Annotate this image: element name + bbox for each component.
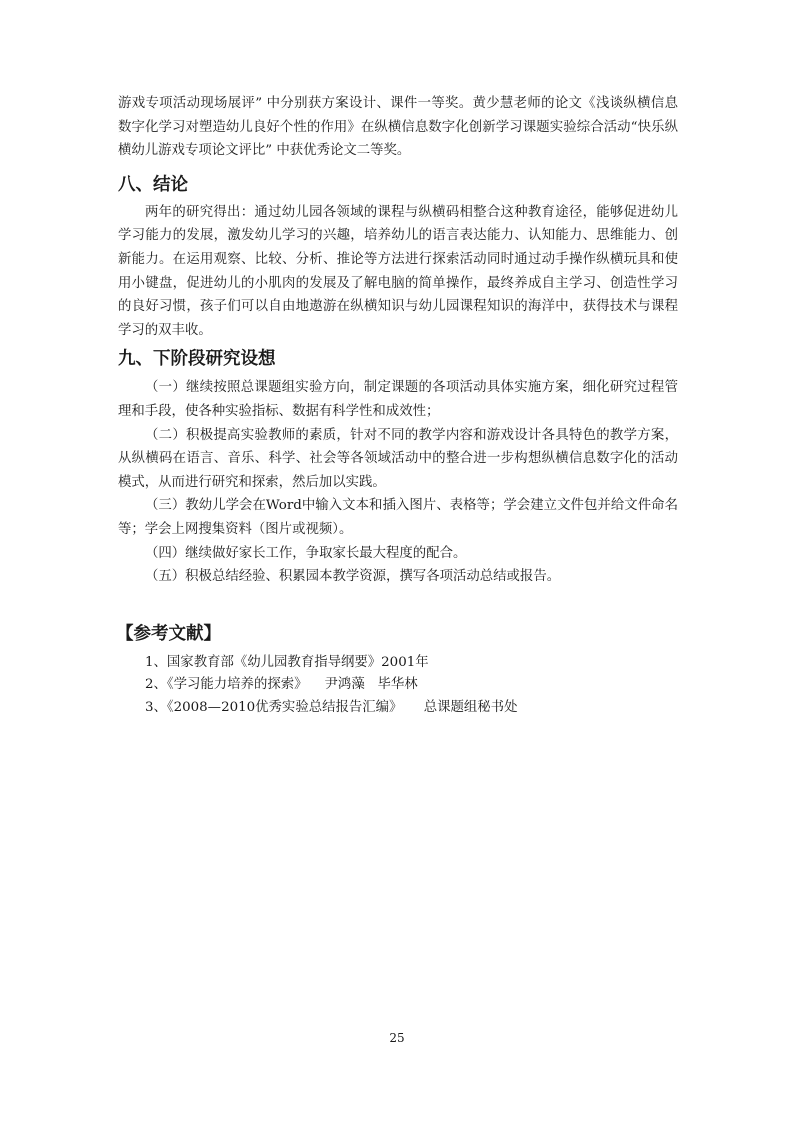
section-9-heading: 九、下阶段研究设想 [118, 349, 276, 370]
references-list [118, 652, 678, 720]
section-9-item-1: （一）继续按照总课题组实验方向，制定课题的各项活动具体实施方案，细化研究过程管理和手段，使各种实验指标、数据有科学性和成效性； [118, 380, 678, 419]
section-9-item-5: （五）积极总结经验、积累园本教学资源，撰写各项活动总结或报告。 [145, 569, 561, 585]
reference-item-1: 1、国家教育部《幼儿园教育指导纲要》2001年 [145, 654, 429, 670]
section-9-item-3: （三）教幼儿学会在Word中输入文本和插入图片、表格等；学会建立文件包并给文件命名等；学会上网搜集资料（图片或视频）。 [118, 498, 678, 537]
section-9-item-4: （四）继续做好家长工作，争取家长最大程度的配合。 [145, 545, 467, 561]
intro-paragraph: 游戏专项活动现场展评” 中分别获方案设计、课件一等奖。黄少慧老师的论文《浅谈纵横信息数字化学习对塑造幼儿良好个性的作用》在纵横信息数字化创新学习课题实验综合活动“快乐纵横幼儿游戏专项论文评比” 中获优秀论文二等奖。 [118, 96, 678, 159]
section-9-item-2: （二）积极提高实验教师的素质，针对不同的教学内容和游戏设计各具特色的教学方案，从纵横码在语言、音乐、科学、社会等各领域活动中的整合进一步构想纵横信息数字化的活动模式，从而进行研究和探索，然后加以实践。 [118, 427, 678, 490]
reference-item-2: 2、《学习能力培养的探索》 尹鸿藻 毕华林 [145, 677, 418, 693]
page-number: 25 [389, 1031, 405, 1045]
section-8-heading: 八、结论 [118, 174, 188, 195]
document-page [118, 92, 678, 719]
section-8-body: 两年的研究得出：通过幼儿园各领域的课程与纵横码相整合这种教育途径，能够促进幼儿学习能力的发展，激发幼儿学习的兴趣，培养幼儿的语言表达能力、认知能力、思维能力、创新能力。在运用观察、比较、分析、推论等方法进行探索活动同时通过动手操作纵横玩具和使用小键盘，促进幼儿的小肌肉的发展及了解电脑的简单操作，最终养成自主学习、创造性学习的良好习惯，孩子们可以自由地遨游在纵横知识与幼儿园课程知识的海洋中，获得技术与课程学习的双丰收。 [118, 204, 678, 338]
reference-item-3: 3、《2008—2010优秀实验总结报告汇编》 总课题组秘书处 [145, 699, 518, 715]
references-title: 【参考文献】 [116, 623, 221, 644]
